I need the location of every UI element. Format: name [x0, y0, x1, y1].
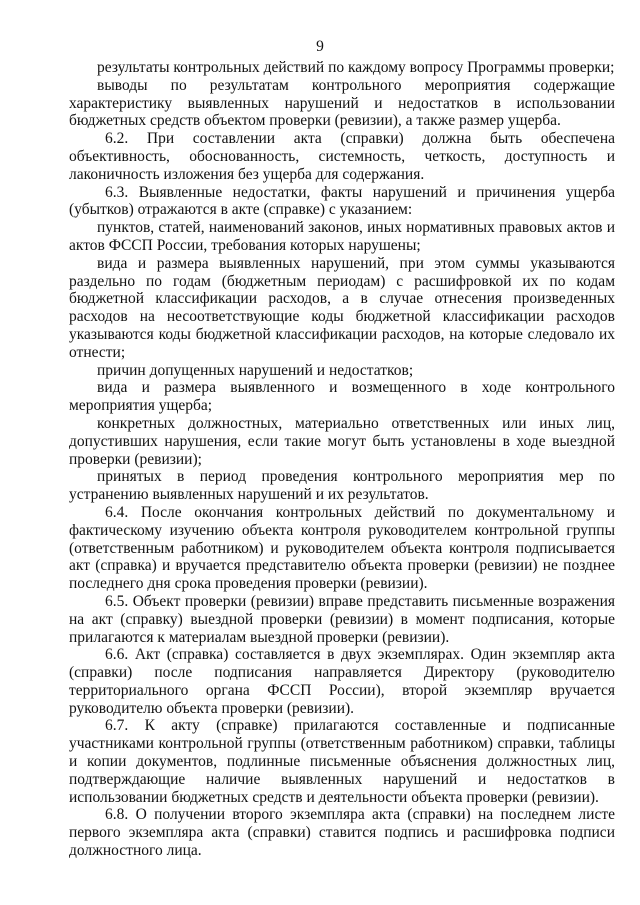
section-6-4: 6.4. После окончания контрольных действий по документальному и фактическому изучению объекта контроля руководителем контрольной группы (ответственным работником) и руководителем объекта контроля подписывается акт (справка) и вручается представителю объекта проверки (ревизии) не позднее последнего дня срока проведения проверки (ревизии). [69, 503, 615, 593]
list-item-damage: вида и размера выявленного и возмещенного в ходе контрольного мероприятия ущерба; [69, 379, 615, 415]
section-6-5: 6.5. Объект проверки (ревизии) вправе представить письменные возражения на акт (справку) выездной проверки (ревизии) в момент подписания, которые прилагаются к материалам выездной проверки (ревизии). [69, 592, 615, 646]
document-body [69, 59, 615, 860]
section-6-3: 6.3. Выявленные недостатки, факты нарушений и причинения ущерба (убытков) отражаются в акте (справке) с указанием: [69, 183, 615, 219]
list-item-persons: конкретных должностных, материально ответственных или иных лиц, допустивших нарушения, если такие могут быть установлены в ходе выездной проверки (ревизии); [69, 414, 615, 468]
section-6-2: 6.2. При составлении акта (справки) должна быть обеспечена объективность, обоснованность, системность, четкость, доступность и лаконичность изложения без ущерба для содержания. [69, 130, 615, 183]
section-6-7: 6.7. К акту (справке) прилагаются составленные и подписанные участниками контрольной группы (ответственным работником) справки, таблицы и копии документов, подлинные письменные объяснения должностных лиц, подтверждающие наличие выявленных нарушений и недостатков в использовании бюджетных средств и деятельности объекта проверки (ревизии). [69, 717, 615, 806]
list-item-results: результаты контрольных действий по каждому вопросу Программы проверки; [97, 59, 615, 76]
section-6-6: 6.6. Акт (справка) составляется в двух экземплярах. Один экземпляр акта (справки) после подписания направляется Директору (руководителю территориального органа ФССП России), второй экземпляр вручается руководителю объекта проверки (ревизии). [69, 646, 615, 717]
section-6-8: 6.8. О получении второго экземпляра акта (справки) на последнем листе первого экземпляра акта (справки) ставится подпись и расшифровка подписи должностного лица. [69, 806, 615, 860]
list-item-laws: пунктов, статей, наименований законов, иных нормативных правовых актов и актов ФССП России, требования которых нарушены; [69, 219, 615, 254]
page-number: 9 [316, 38, 324, 55]
list-item-conclusions: выводы по результатам контрольного мероприятия содержащие характеристику выявленных нарушений и недостатков в использовании бюджетных средств объектом проверки (ревизии), а также размер ущерба. [69, 76, 615, 130]
list-item-measures: принятых в период проведения контрольного мероприятия мер по устранению выявленных нарушений и их результатов. [69, 468, 615, 504]
list-item-violations: вида и размера выявленных нарушений, при этом суммы указываются раздельно по годам (бюджетным периодам) с расшифровкой их по кодам бюджетной классификации расходов, а в случае отнесения произведенных расходов на несоответствующие коды бюджетной классификации расходов указываются коды бюджетной классификации расходов, на которые следовало их отнести; [69, 254, 615, 361]
list-item-causes: причин допущенных нарушений и недостатков; [97, 361, 414, 379]
